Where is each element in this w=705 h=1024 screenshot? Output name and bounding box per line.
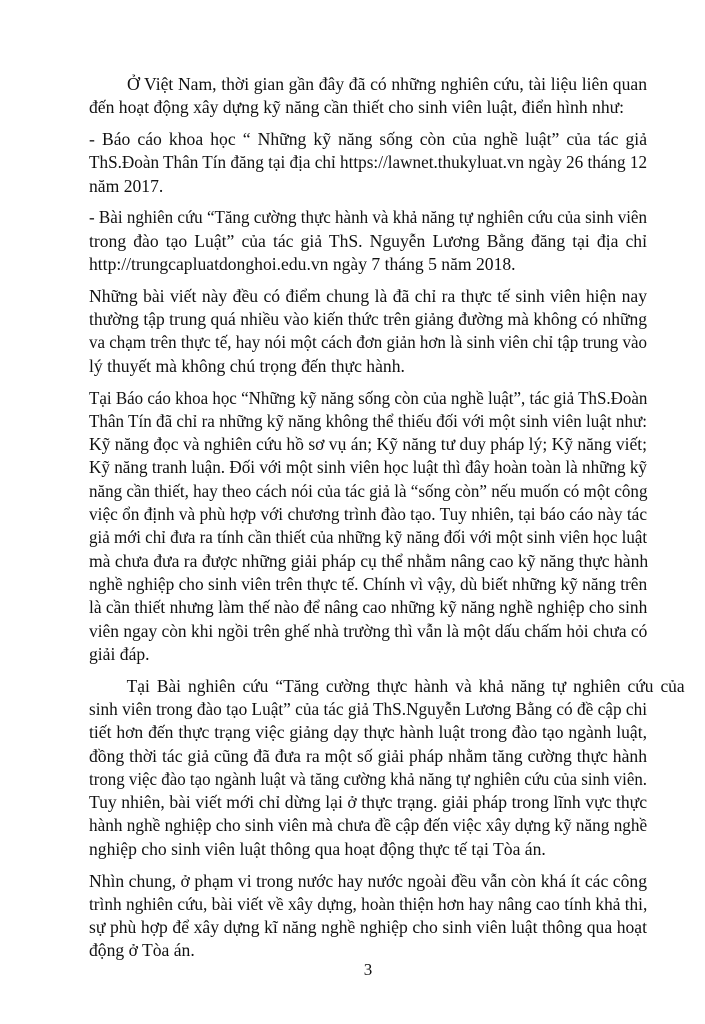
text-line: nghề nghiệp cho sinh viên trên thực tế. Chính vì vậy, dù biết những kỹ năng trên xyxy=(89,573,648,594)
text-line: năm 2017. xyxy=(89,175,164,196)
text-line: Ở Việt Nam, thời gian gần đây đã có những nghiên cứu, tài liệu liên quan xyxy=(127,74,647,94)
text-line: http://trungcapluatdonghoi.edu.vn ngày 7 tháng 5 năm 2018. xyxy=(89,254,516,275)
page-number: 3 xyxy=(363,960,373,979)
text-line: năng cần thiết, hay theo cách nói của tác giả là “sống còn” nếu muốn có một công xyxy=(89,480,648,501)
text-line: nghiệp cho sinh viên luật thông qua hoạt động thực tế tại Tòa án. xyxy=(89,838,546,859)
text-line: Kỹ năng đọc và nghiên cứu hồ sơ vụ án; Kỹ năng tư duy pháp lý; Kỹ năng viết; xyxy=(89,434,648,455)
paragraph xyxy=(89,870,647,963)
text-line: mà chưa đưa ra được những giải pháp cụ thể nhằm nâng cao kỹ năng thực hành xyxy=(89,550,649,571)
text-line: viên ngay còn khi ngồi trên ghế nhà trường thì vẫn là một dấu chấm hỏi chưa có xyxy=(89,620,648,641)
text-line: hành nghề nghiệp cho sinh viên mà chưa đề cập đến việc xây dựng kỹ năng nghề xyxy=(89,815,648,836)
text-line: giải đáp. xyxy=(89,643,150,664)
body-text xyxy=(89,73,685,971)
text-line: sinh viên trong đào tạo Luật” của tác giả ThS.Nguyễn Lương Bằng có đề cập chi xyxy=(89,698,647,719)
paragraph xyxy=(89,285,647,378)
text-line: va chạm trên thực tế, hay nói một cách đơn giản hơn là sinh viên chỉ tập trung vào xyxy=(89,332,647,353)
text-line: lý thuyết mà không chú trọng đến thực hành. xyxy=(89,355,405,376)
text-line: đến hoạt động xây dựng kỹ năng cần thiết cho sinh viên luật, điển hình như: xyxy=(89,97,625,118)
text-line: ThS.Đoàn Thân Tín đăng tại địa chỉ https://lawnet.thukyluat.vn ngày 26 tháng 12 xyxy=(89,152,648,173)
text-line: động ở Tòa án. xyxy=(89,940,195,961)
text-line: Nhìn chung, ở phạm vi trong nước hay nước ngoài đều vẫn còn khá ít các công xyxy=(89,870,647,891)
text-line: trình nghiên cứu, bài viết về xây dựng, hoàn thiện hơn hay nâng cao tính khả thi, xyxy=(89,893,648,914)
text-line: Tại Báo cáo khoa học “Những kỹ năng sống còn của nghề luật”, tác giả ThS.Đoàn xyxy=(89,387,648,408)
paragraph xyxy=(89,128,647,198)
text-line: là cần thiết nhưng làm thế nào để nâng cao những kỹ năng nghề nghiệp cho sinh xyxy=(89,597,648,618)
text-line: Thân Tín đã chỉ ra những kỹ năng không thể thiếu đối với một sinh viên luật như: xyxy=(89,410,647,431)
text-line: đồng thời tác giả cũng đã đưa ra một số giải pháp nhằm tăng cường thực hành xyxy=(89,745,647,766)
text-line: giả mới chỉ đưa ra tính cần thiết của những kỹ năng đối với một sinh viên học luật xyxy=(89,527,648,548)
paragraph xyxy=(89,73,647,120)
text-line: Kỹ năng tranh luận. Đối với một sinh viên học luật thì đây hoàn toàn là những kỹ xyxy=(89,457,647,478)
text-line: trong việc đào tạo ngành luật và tăng cường khả năng tự nghiên cứu của sinh viên. xyxy=(89,768,647,789)
text-line: thường tập trung quá nhiều vào kiến thức trên giảng đường mà không có những xyxy=(89,309,648,330)
paragraph xyxy=(89,387,647,667)
text-line: Những bài viết này đều có điểm chung là đã chỉ ra thực tế sinh viên hiện nay xyxy=(89,285,647,306)
text-line: - Báo cáo khoa học “ Những kỹ năng sống còn của nghề luật” của tác giả xyxy=(89,129,647,150)
text-line: việc ổn định và phù hợp với chương trình đào tạo. Tuy nhiên, tại báo cáo này tác xyxy=(89,504,647,525)
text-line: - Bài nghiên cứu “Tăng cường thực hành và khả năng tự nghiên cứu của sinh viên xyxy=(89,207,647,228)
text-line: trong đào tạo Luật” của tác giả ThS. Nguyễn Lương Bằng đăng tại địa chỉ xyxy=(89,230,647,251)
paragraph xyxy=(89,675,685,861)
text-line: sự phù hợp để xây dựng kĩ năng nghề nghiệp cho sinh viên luật thông qua hoạt xyxy=(89,917,647,938)
text-line: tiết hơn đến thực trạng việc giảng dạy thực hành luật trong đào tạo ngành luật, xyxy=(89,722,647,743)
text-line: Tại Bài nghiên cứu “Tăng cường thực hành và khả năng tự nghiên cứu của xyxy=(126,675,685,696)
paragraph xyxy=(89,206,647,276)
text-line: Tuy nhiên, bài viết mới chỉ dừng lại ở thực trạng. giải pháp trong lĩnh vực thực xyxy=(89,792,647,813)
